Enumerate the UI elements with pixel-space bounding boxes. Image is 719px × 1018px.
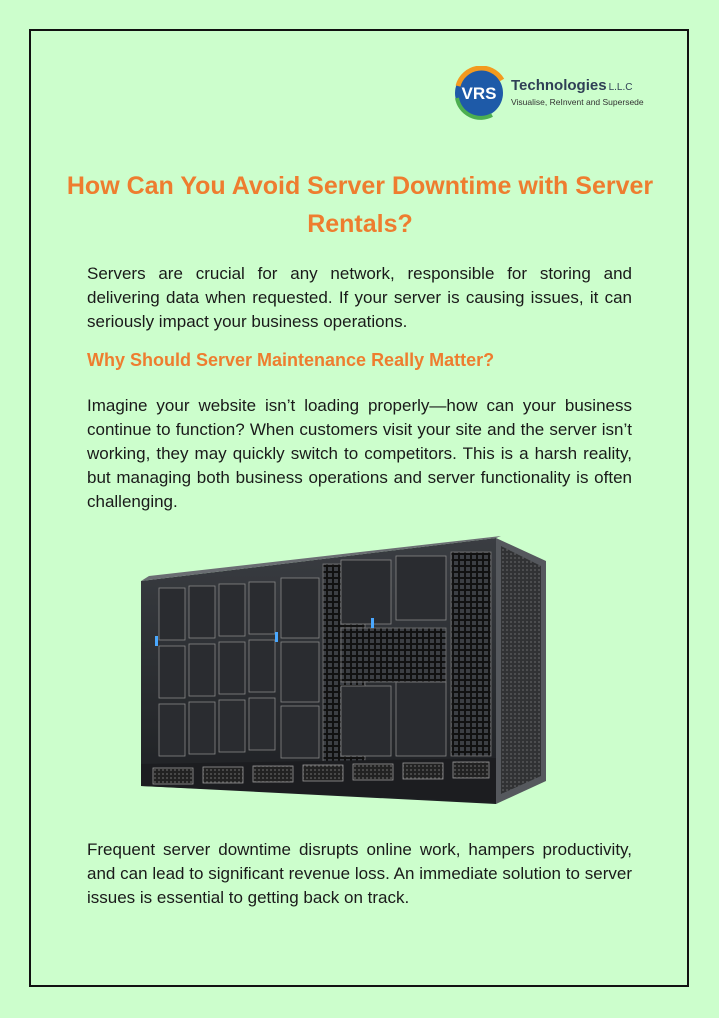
logo-name-text: Technologies — [511, 77, 607, 94]
server-chassis-image — [141, 536, 556, 808]
logo-name — [511, 77, 632, 94]
logo-suffix: L.L.C — [608, 82, 633, 93]
section-paragraph: Imagine your website isn’t loading properly—how can your business continue to function? When customers visit your site and the server isn’t working, they may quickly switch to competitors. This is a harsh reality, but managing both business operations and server functionality is often challenging. — [87, 396, 632, 511]
company-logo — [452, 66, 652, 120]
logo-tagline: Visualise, ReInvent and Supersede — [511, 97, 644, 107]
logo-mark-text: VRS — [461, 84, 497, 103]
section-heading: Why Should Server Maintenance Really Matter? — [87, 350, 495, 370]
intro-paragraph: Servers are crucial for any network, responsible for storing and delivering data when requested. If your server is causing issues, it can seriously impact your business operations. — [87, 264, 632, 331]
vrs-logo-icon — [452, 66, 508, 120]
closing-paragraph: Frequent server downtime disrupts online work, hampers productivity, and can lead to significant revenue loss. An immediate solution to server issues is essential to getting back on track. — [87, 840, 632, 907]
page-title: How Can You Avoid Server Downtime with Server Rentals? — [66, 172, 654, 238]
